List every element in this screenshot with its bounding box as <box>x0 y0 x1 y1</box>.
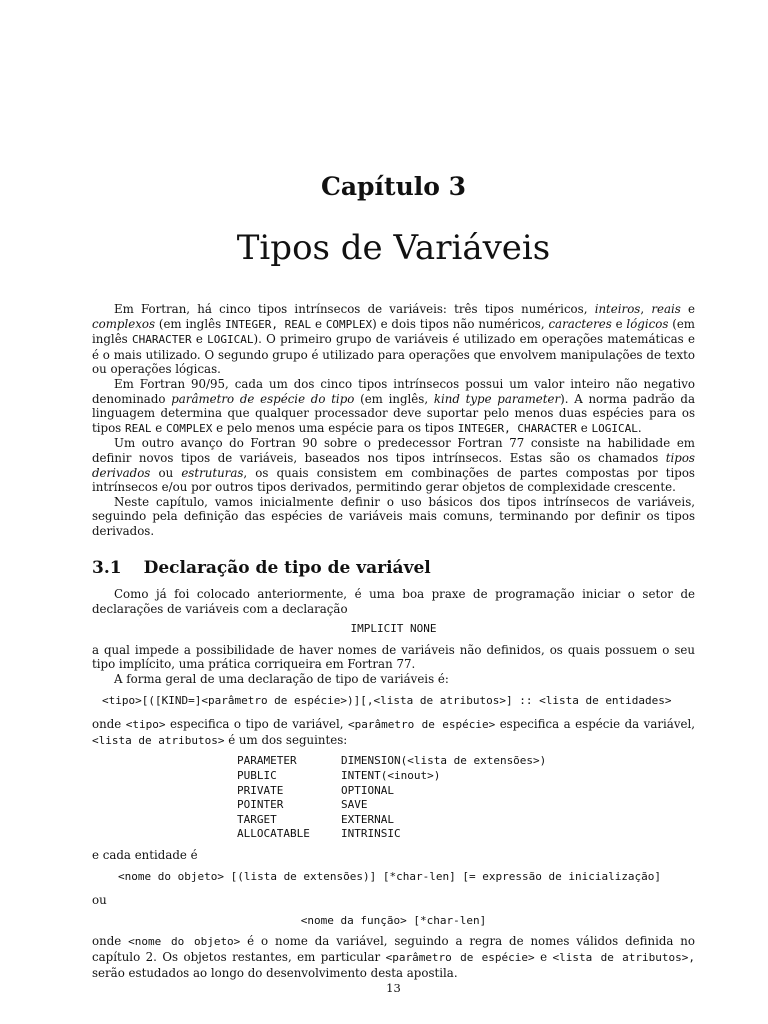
table-row <box>237 769 546 784</box>
attributes-table <box>237 754 546 842</box>
attribute-cell: POINTER <box>237 798 284 812</box>
paragraph-implicit-explanation: a qual impede a possibilidade de haver nomes de variáveis não definidos, os quais possuem o seu tipo implícito, uma prática corriqueira em Fortran 77. <box>92 642 695 672</box>
paragraph-or: ou <box>92 893 107 908</box>
general-form-code: <tipo>[([KIND=]<parâmetro de espécie>)][,<lista de atributos>] :: <lista de entidades> <box>102 693 672 707</box>
attribute-cell: ALLOCATABLE <box>237 827 310 841</box>
section-number: 3.1 <box>92 557 122 578</box>
page-number: 13 <box>386 981 401 995</box>
implicit-none-code: IMPLICIT NONE <box>350 622 437 636</box>
paragraph-general-form-intro: A forma geral de uma declaração de tipo de variáveis é: <box>114 672 449 687</box>
attribute-cell: PUBLIC <box>237 769 277 783</box>
chapter-label: Capítulo 3 <box>320 172 467 201</box>
paragraph-declaration-intro: Como já foi colocado anteriormente, é uma boa praxe de programação iniciar o setor de declarações de variáveis com a declaração <box>92 587 695 616</box>
section-title: Declaração de tipo de variável <box>143 557 431 578</box>
paragraph-chapter-overview: Neste capítulo, vamos inicialmente definir o uso básicos dos tipos intrínsecos de variáveis, seguindo pela definição das espécies de variáveis mais comuns, terminando por definir os tipos derivados. <box>92 494 695 538</box>
chapter-title: Tipos de Variáveis <box>236 228 551 268</box>
attribute-cell: PRIVATE <box>237 783 284 797</box>
attribute-cell: EXTERNAL <box>341 812 394 826</box>
section-heading <box>92 557 695 578</box>
attribute-cell: SAVE <box>341 798 368 812</box>
table-row <box>237 784 546 799</box>
paragraph-entity-intro: e cada entidade é <box>92 848 198 862</box>
attribute-cell: TARGET <box>237 812 277 826</box>
paragraph-derived-types: Um outro avanço do Fortran 90 sobre o predecessor Fortran 77 consiste na habilidade em definir novos tipos de variáveis, baseados nos tipos intrínsecos. Estas são os chamados tipos derivados ou estruturas, os quais consistem em combinações de partes compostas por tipos intrínsecos e/ou por outros tipos derivados, permitindo gerar objetos de complexidade crescente. <box>92 436 695 495</box>
attribute-cell: PARAMETER <box>237 754 297 768</box>
chapter-body <box>92 302 695 980</box>
paragraph-kind-parameter: Em Fortran 90/95, cada um dos cinco tipos intrínsecos possui um valor inteiro não negativo denominado parâmetro de espécie do tipo (em inglês, kind type parameter). A norma padrão da linguagem determina que qualquer processador deve suportar pelo menos duas espécies para os tipos REAL e COMPLEX e pelo menos uma espécie para os tipos INTEGER, CHARACTER e LOGICAL. <box>92 376 695 435</box>
attribute-cell: OPTIONAL <box>341 783 394 797</box>
document-page <box>92 0 695 1024</box>
table-row <box>237 754 546 769</box>
paragraph-entity-explanation: onde <nome do objeto> é o nome da variável, seguindo a regra de nomes válidos definida no capítulo 2. Os objetos restantes, em particular <parâmetro de espécie> e <lista de atributos>, serão estudados ao longo do desenvolvimento desta apostila. <box>92 934 696 980</box>
attribute-cell: INTENT(<inout>) <box>341 769 441 783</box>
table-row <box>237 798 546 813</box>
function-form-code: <nome da função> [*char-len] <box>300 913 487 927</box>
attribute-cell: DIMENSION(<lista de extensões>) <box>341 754 547 768</box>
table-row <box>237 813 546 828</box>
paragraph-attributes-intro: onde <tipo> especifica o tipo de variável, <parâmetro de espécie> especifica a espécie da variável, <lista de atributos> é um dos seguintes: <box>92 717 695 747</box>
entity-form-code: <nome do objeto> [(lista de extensões)] [*char-len] [= expressão de inicialização] <box>118 869 662 883</box>
attribute-cell: INTRINSIC <box>341 827 401 841</box>
paragraph-intro: Em Fortran, há cinco tipos intrínsecos de variáveis: três tipos numéricos, inteiros, reais e complexos (em inglês INTEGER, REAL e COMPLEX) e dois tipos não numéricos, caracteres e lógicos (em inglês CHARACTER e LOGICAL). O primeiro grupo de variáveis é utilizado em operações matemáticas e é o mais utilizado. O segundo grupo é utilizado para operações que envolvem manipulações de texto ou operações lógicas. <box>92 302 696 377</box>
table-row <box>237 827 546 842</box>
